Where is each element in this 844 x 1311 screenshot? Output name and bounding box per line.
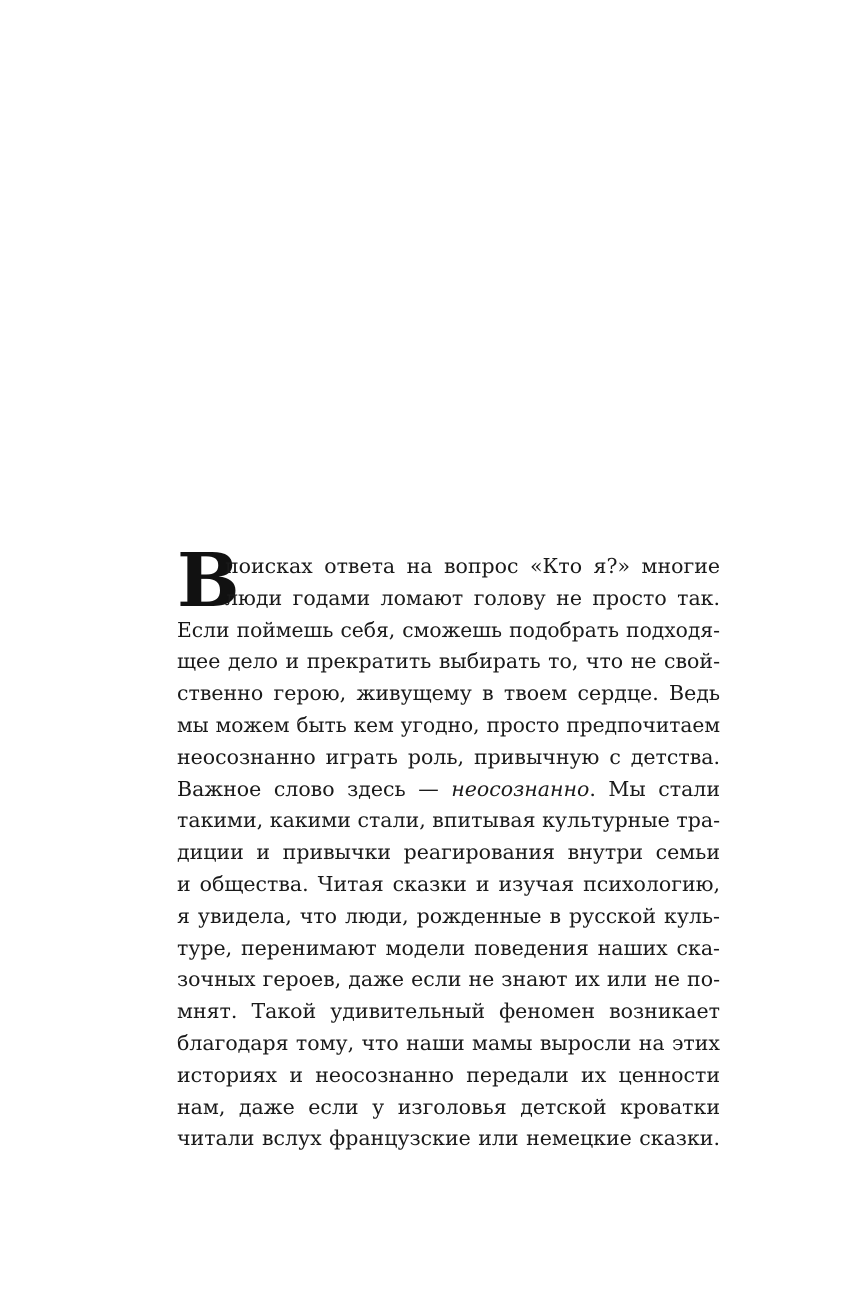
text-segment: . Мы стали xyxy=(589,776,720,801)
text-line: щее дело и прекратить выбирать то, что не свой- xyxy=(177,649,720,674)
text-line: читали вслух французские или немецкие сказки. xyxy=(177,1126,720,1151)
text-line: историях и неосознанно передали их ценности xyxy=(177,1062,720,1087)
paragraph xyxy=(177,538,720,1155)
text-line-with-emphasis xyxy=(177,774,720,806)
text-line: туре, перенимают модели поведения наших ска- xyxy=(177,935,720,960)
text-line: неосознанно играть роль, привычную с детства. xyxy=(177,744,720,769)
text-line: мнят. Такой удивительный феномен возникает xyxy=(177,999,720,1024)
text-line: поисках ответа на вопрос «Кто я?» многие xyxy=(225,554,720,578)
emphasis-word: неосознанно xyxy=(451,776,590,801)
text-line: нам, даже если у изголовья детской кроватки xyxy=(177,1094,720,1119)
text-line: Если поймешь себя, сможешь подобрать подходя- xyxy=(177,617,720,642)
text-line: ственно герою, живущему в твоем сердце. Ведь xyxy=(177,681,720,706)
text-line: зочных героев, даже если не знают их или не по- xyxy=(177,967,720,992)
text-line: люди годами ломают голову не просто так. xyxy=(225,585,720,610)
text-line: и общества. Читая сказки и изучая психологию, xyxy=(177,871,720,896)
text-segment: Важное слово здесь — xyxy=(177,776,452,801)
text-line: я увидела, что люди, рожденные в русской куль- xyxy=(177,903,720,928)
text-line: мы можем быть кем угодно, просто предпочитаем xyxy=(177,712,720,737)
text-line: диции и привычки реагирования внутри семьи xyxy=(177,840,720,865)
text-line: благодаря тому, что наши мамы выросли на этих xyxy=(177,1030,720,1055)
text-line: такими, какими стали, впитывая культурные тра- xyxy=(177,808,720,833)
drop-cap: В xyxy=(177,538,240,624)
